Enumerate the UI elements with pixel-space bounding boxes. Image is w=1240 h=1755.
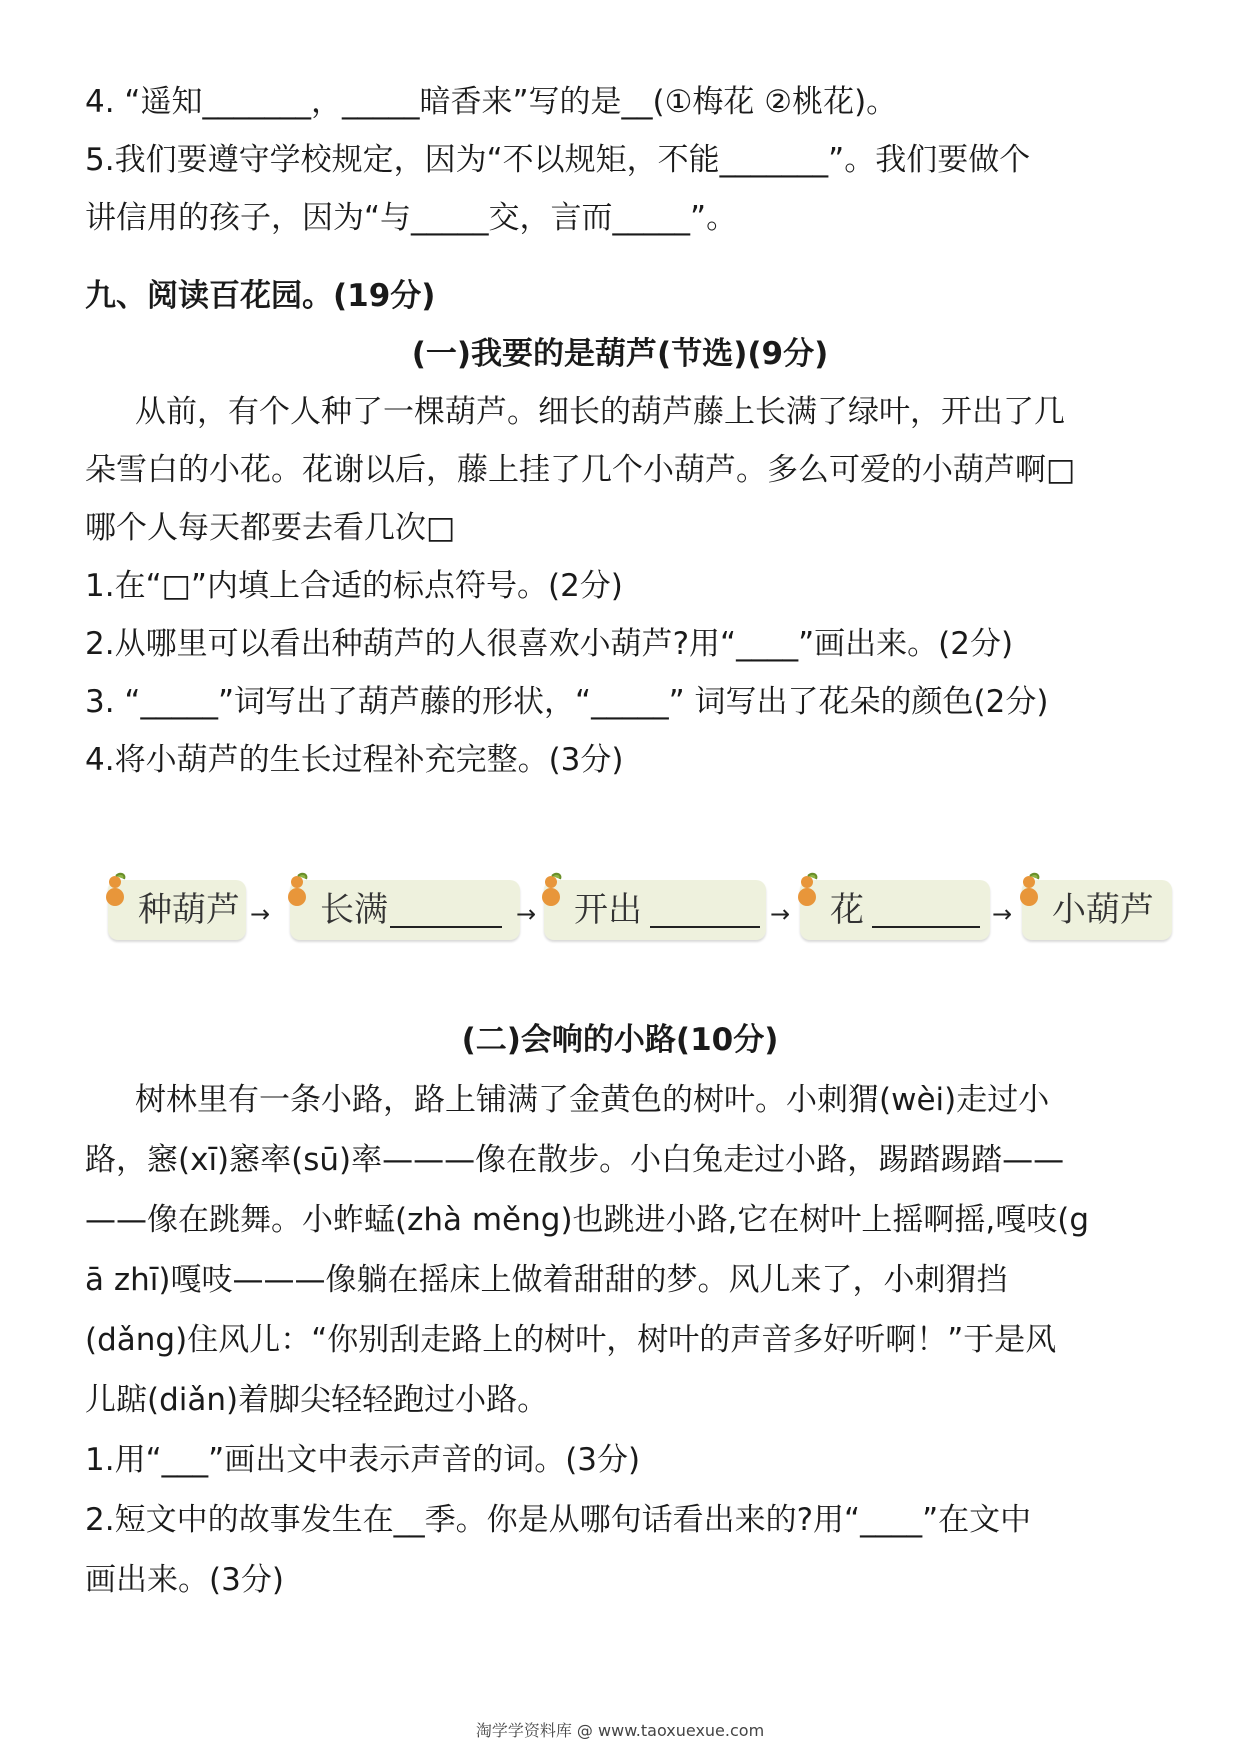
arrow-icon: → xyxy=(992,900,1013,928)
question-5-line-2: 讲信用的孩子，因为“与_____交，言而_____”。 xyxy=(85,200,738,236)
answer-blank xyxy=(390,926,502,928)
passage1-question-3: 3. “_____”词写出了葫芦藤的形状，“_____” 词写出了花朵的颜色(2分) xyxy=(85,684,1049,720)
passage2-line: ā zhī)嘎吱———像躺在摇床上做着甜甜的梦。风儿来了，小刺猬挡 xyxy=(85,1262,1008,1298)
flow-step-2 xyxy=(290,880,520,940)
flow-step-3 xyxy=(544,880,766,940)
gourd-icon xyxy=(794,872,820,908)
passage2-line: 路，窸(xī)窸率(sū)率———像在散步。小白兔走过小路，踢踏踢踏—— xyxy=(85,1142,1065,1178)
flow-step-4 xyxy=(800,880,990,940)
passage1-line: 从前，有个人种了一棵葫芦。细长的葫芦藤上长满了绿叶，开出了几 xyxy=(135,394,1065,430)
answer-blank xyxy=(872,926,980,928)
gourd-icon xyxy=(1016,872,1042,908)
passage2-question-2-cont: 画出来。(3分) xyxy=(85,1562,284,1598)
arrow-icon: → xyxy=(770,900,791,928)
flow-step-label: 开出 xyxy=(574,890,642,930)
passage1-title: (一)我要的是葫芦(节选)(9分) xyxy=(411,336,829,372)
section-title: 九、阅读百花园。(19分) xyxy=(85,278,436,314)
passage2-line: ——像在跳舞。小蚱蜢(zhà měng)也跳进小路,它在树叶上摇啊摇,嘎吱(g xyxy=(85,1202,1090,1238)
passage2-question-1: 1.用“___”画出文中表示声音的词。(3分) xyxy=(85,1442,641,1478)
flow-step-label: 种葫芦 xyxy=(138,890,240,930)
gourd-icon xyxy=(102,872,128,908)
arrow-icon: → xyxy=(516,900,537,928)
passage2-line: (dǎng)住风儿：“你别刮走路上的树叶，树叶的声音多好听啊！”于是风 xyxy=(85,1322,1057,1358)
passage2-line: 树林里有一条小路，路上铺满了金黄色的树叶。小刺猬(wèi)走过小 xyxy=(135,1082,1050,1118)
passage1-question-1: 1.在“□”内填上合适的标点符号。(2分) xyxy=(85,568,623,604)
flow-step-label: 花 xyxy=(830,890,864,930)
question-5-line-1: 5.我们要遵守学校规定，因为“不以规矩，不能_______”。我们要做个 xyxy=(85,142,1031,178)
footer-watermark: 淘学学资料库 @ www.taoxuexue.com xyxy=(475,1721,765,1740)
flow-step-label: 长满 xyxy=(320,890,388,930)
gourd-icon xyxy=(538,872,564,908)
passage1-line: 朵雪白的小花。花谢以后，藤上挂了几个小葫芦。多么可爱的小葫芦啊□ xyxy=(85,452,1076,488)
passage1-question-4: 4.将小葫芦的生长过程补充完整。(3分) xyxy=(85,742,624,778)
arrow-icon: → xyxy=(250,900,271,928)
answer-blank xyxy=(650,926,760,928)
question-4-line: 4. “遥知_______，_____暗香来”写的是__(①梅花 ②桃花)。 xyxy=(85,84,898,120)
passage1-question-2: 2.从哪里可以看出种葫芦的人很喜欢小葫芦?用“____”画出来。(2分) xyxy=(85,626,1014,662)
passage1-line: 哪个人每天都要去看几次□ xyxy=(85,510,456,546)
growth-flow xyxy=(0,880,1240,950)
gourd-icon xyxy=(284,872,310,908)
passage2-question-2: 2.短文中的故事发生在__季。你是从哪句话看出来的?用“____”在文中 xyxy=(85,1502,1032,1538)
flow-step-label: 小葫芦 xyxy=(1052,890,1154,930)
flow-step-1 xyxy=(108,880,246,940)
flow-step-5 xyxy=(1022,880,1172,940)
passage2-title: (二)会响的小路(10分) xyxy=(461,1022,779,1058)
passage2-line: 儿踮(diǎn)着脚尖轻轻跑过小路。 xyxy=(85,1382,549,1418)
